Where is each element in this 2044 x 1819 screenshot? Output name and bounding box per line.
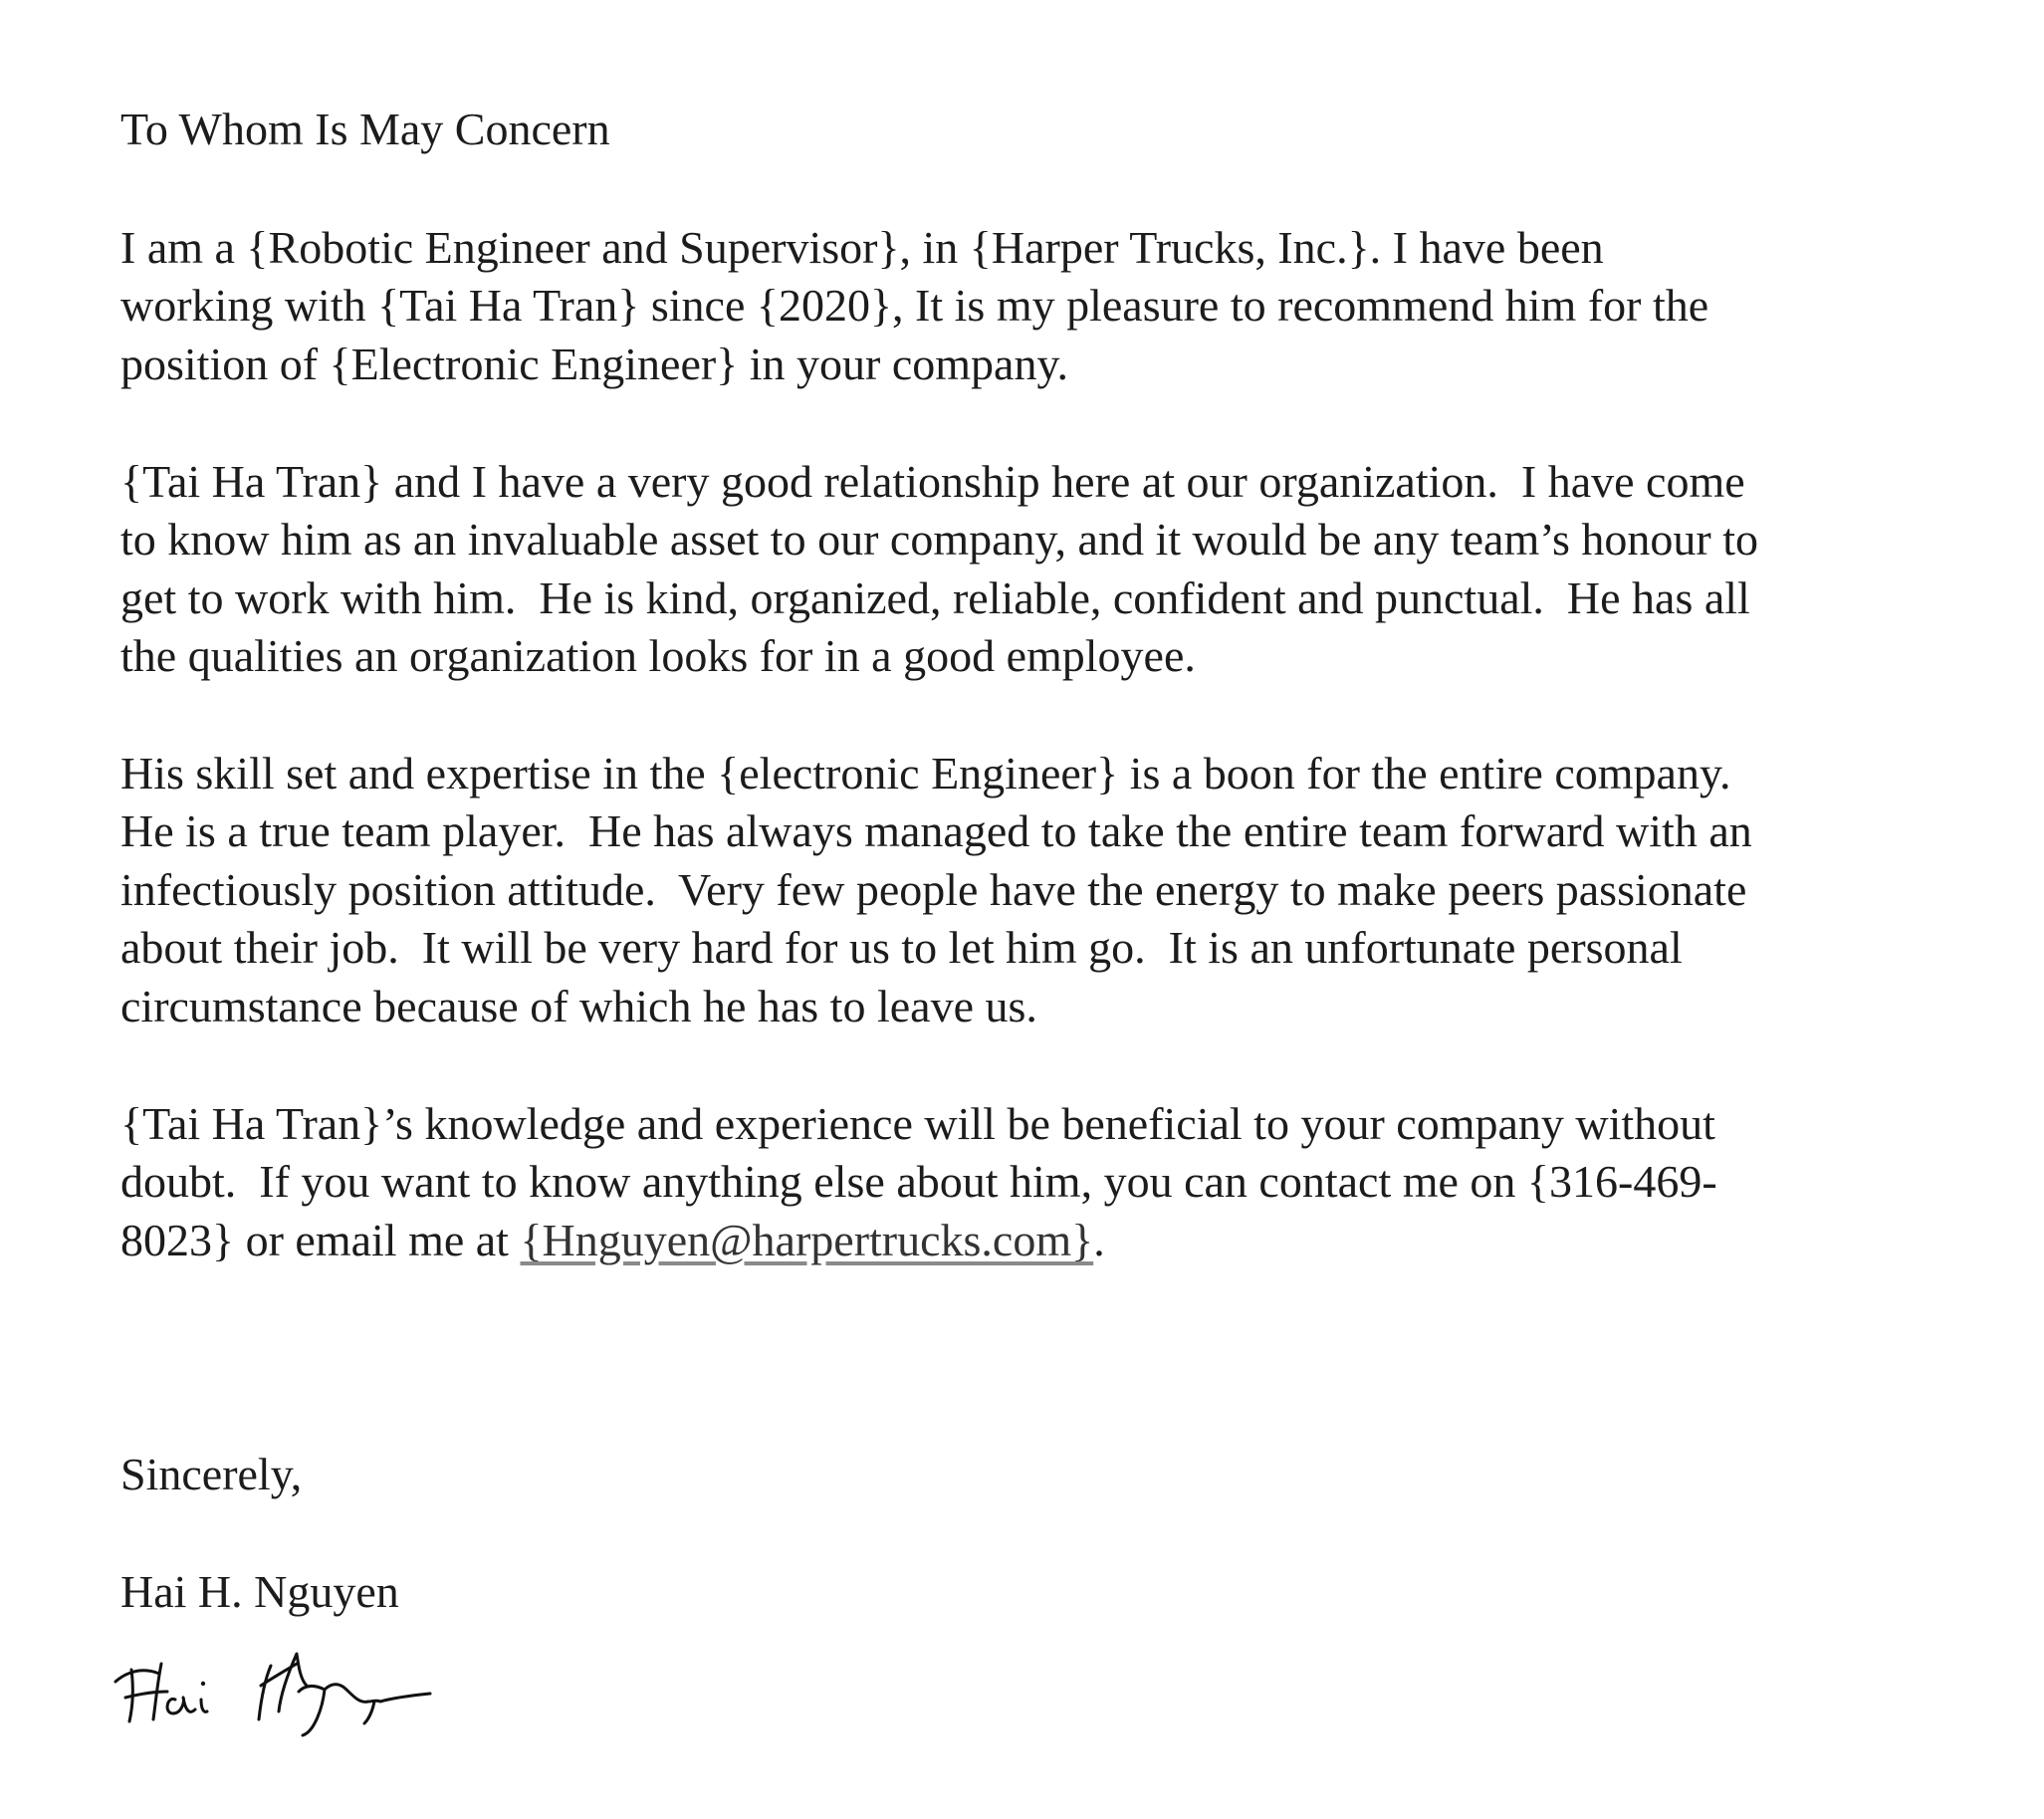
paragraph-3-line: about their job. It will be very hard for us to let him go. It is an unfortunate personal — [120, 922, 1683, 973]
salutation: To Whom Is May Concern — [120, 104, 610, 154]
contact-text: 8023} or email me at — [120, 1215, 521, 1265]
paragraph-1-line: I am a {Robotic Engineer and Supervisor}, in {Harper Trucks, Inc.}. I have been — [120, 222, 1604, 273]
paragraph-2-line: get to work with him. He is kind, organized, reliable, confident and punctual. He has all — [120, 572, 1750, 623]
paragraph-3-line: He is a true team player. He has always managed to take the entire team forward with an — [120, 805, 1752, 856]
paragraph-2-line: the qualities an organization looks for in a good employee. — [120, 630, 1196, 681]
paragraph-3-line: His skill set and expertise in the {electronic Engineer} is a boon for the entire company. — [120, 748, 1731, 798]
email-link[interactable]: {Hnguyen@harpertrucks.com} — [520, 1215, 1094, 1265]
signer-name: Hai H. Nguyen — [120, 1566, 399, 1617]
closing: Sincerely, — [120, 1449, 303, 1499]
paragraph-4-line: {Tai Ha Tran}’s knowledge and experience will be beneficial to your company without — [120, 1098, 1715, 1149]
paragraph-1-line: working with {Tai Ha Tran} since {2020}, It is my pleasure to recommend him for the — [120, 280, 1709, 331]
paragraph-1-line: position of {Electronic Engineer} in your company. — [120, 339, 1068, 389]
paragraph-4-last-line — [120, 1212, 1105, 1270]
period: . — [1093, 1215, 1105, 1265]
signature-icon — [112, 1628, 510, 1737]
paragraph-3-line: circumstance because of which he has to leave us. — [120, 981, 1037, 1031]
paragraph-3-line: infectiously position attitude. Very few people have the energy to make peers passionate — [120, 864, 1747, 915]
paragraph-4-line: doubt. If you want to know anything else about him, you can contact me on {316-469- — [120, 1156, 1717, 1207]
paragraph-2-line: {Tai Ha Tran} and I have a very good relationship here at our organization. I have come — [120, 456, 1745, 507]
paragraph-2-line: to know him as an invaluable asset to our company, and it would be any team’s honour to — [120, 514, 1759, 565]
